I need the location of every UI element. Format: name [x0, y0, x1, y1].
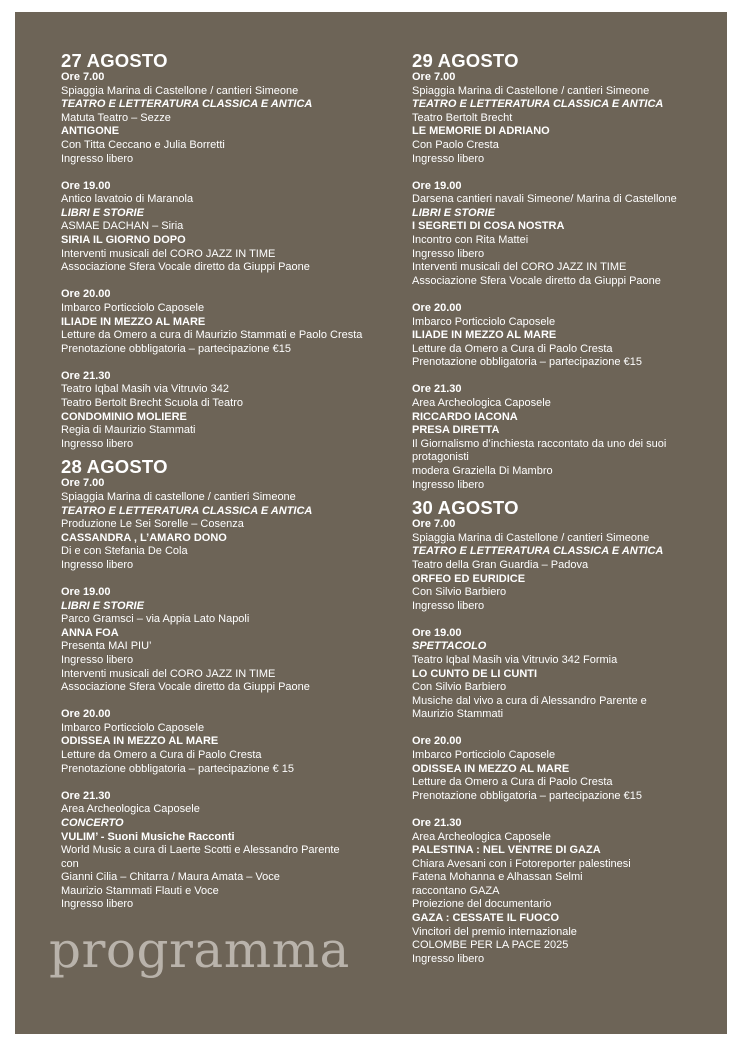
event-line: VULIM’ - Suoni Musiche Racconti [61, 830, 235, 843]
event-line: Presenta MAI PIU’ [61, 640, 152, 653]
event-time: Ore 21.30 [412, 383, 462, 396]
event-line: CASSANDRA , L’AMARO DONO [61, 531, 227, 544]
event-line: Con Silvio Barbiero [412, 586, 507, 599]
event-block [61, 71, 401, 166]
event-line: LIBRI E STORIE [412, 206, 495, 219]
event-line: Associazione Sfera Vocale diretto da Giuppi Paone [412, 274, 661, 287]
event-block [412, 302, 712, 370]
event-line: Prenotazione obbligatoria – partecipazione €15 [412, 789, 642, 802]
event-line: ORFEO ED EURIDICE [412, 572, 526, 585]
event-line: Spiaggia Marina di Castellone / cantieri Simeone [61, 84, 299, 97]
event-line: ANTIGONE [61, 125, 120, 138]
event-time: Ore 21.30 [412, 816, 462, 829]
event-block [61, 180, 401, 275]
event-time: Ore 19.00 [61, 179, 111, 192]
event-time: Ore 7.00 [412, 518, 456, 531]
event-block [61, 477, 401, 572]
event-line: Il Giornalismo d’inchiesta raccontato da uno dei suoi [412, 437, 667, 450]
event-line: Ingresso libero [61, 653, 134, 666]
day-heading: 28 AGOSTO [61, 456, 168, 478]
event-line: TEATRO E LETTERATURA CLASSICA E ANTICA [61, 98, 313, 111]
event-line: Associazione Sfera Vocale diretto da Giuppi Paone [61, 681, 310, 694]
event-line: Ingresso libero [61, 898, 134, 911]
event-line: Con Paolo Cresta [412, 138, 499, 151]
event-line: CONCERTO [61, 816, 124, 829]
poster [15, 12, 727, 1034]
event-line: Area Archeologica Caposele [61, 803, 200, 816]
event-line: Chiara Avesani con i Fotoreporter palestinesi [412, 857, 631, 870]
event-line: SPETTACOLO [412, 640, 487, 653]
event-block [412, 735, 712, 803]
event-line: Teatro Bertolt Brecht [412, 111, 513, 124]
event-time: Ore 7.00 [61, 477, 105, 490]
event-line: Ingresso libero [412, 247, 485, 260]
event-time: Ore 21.30 [61, 369, 111, 382]
event-line: CONDOMINIO MOLIERE [61, 410, 187, 423]
event-time: Ore 20.00 [61, 288, 111, 301]
day-heading: 30 AGOSTO [412, 497, 519, 519]
event-block [61, 708, 401, 776]
event-line: LIBRI E STORIE [61, 599, 144, 612]
event-line: Proiezione del documentario [412, 898, 552, 911]
event-line: Interventi musicali del CORO JAZZ IN TIME [412, 261, 627, 274]
event-block [412, 383, 712, 492]
event-line: Regia di Maurizio Stammati [61, 424, 196, 437]
event-line: Interventi musicali del CORO JAZZ IN TIME [61, 667, 276, 680]
event-line: Associazione Sfera Vocale diretto da Giuppi Paone [61, 261, 310, 274]
event-line: Letture da Omero a Cura di Paolo Cresta [412, 342, 613, 355]
event-line: Letture da Omero a Cura di Paolo Cresta [61, 749, 262, 762]
event-line: Parco Gramsci – via Appia Lato Napoli [61, 613, 250, 626]
event-line: Ingresso libero [412, 152, 485, 165]
event-line: TEATRO E LETTERATURA CLASSICA E ANTICA [412, 98, 664, 111]
event-line: ILIADE IN MEZZO AL MARE [412, 329, 557, 342]
event-line: TEATRO E LETTERATURA CLASSICA E ANTICA [61, 504, 313, 517]
event-line: Produzione Le Sei Sorelle – Cosenza [61, 518, 244, 531]
event-line: COLOMBE PER LA PACE 2025 [412, 939, 569, 952]
event-line: con [61, 857, 79, 870]
event-line: Imbarco Porticciolo Caposele [412, 749, 556, 762]
program-column-left [61, 50, 401, 912]
event-line: Interventi musicali del CORO JAZZ IN TIME [61, 247, 276, 260]
event-line: SIRIA IL GIORNO DOPO [61, 234, 186, 247]
event-line: Prenotazione obbligatoria – partecipazione € 15 [61, 762, 294, 775]
event-line: LIBRI E STORIE [61, 206, 144, 219]
event-block [412, 71, 712, 166]
day-heading: 27 AGOSTO [61, 50, 168, 71]
event-line: Letture da Omero a Cura di Paolo Cresta [412, 776, 613, 789]
event-line: LO CUNTO DE LI CUNTI [412, 667, 538, 680]
event-line: Ingresso libero [412, 952, 485, 965]
event-time: Ore 20.00 [412, 301, 462, 314]
event-line: Imbarco Porticciolo Caposele [61, 721, 205, 734]
event-time: Ore 19.00 [61, 586, 111, 598]
event-line: TEATRO E LETTERATURA CLASSICA E ANTICA [412, 545, 664, 558]
event-line: Teatro della Gran Guardia – Padova [412, 558, 589, 571]
event-block [61, 288, 401, 356]
event-line: Area Archeologica Caposele [412, 830, 551, 843]
event-line: Spiaggia Marina di Castellone / cantieri Simeone [412, 531, 650, 544]
event-line: Vincitori del premio internazionale [412, 925, 577, 938]
event-time: Ore 20.00 [61, 708, 111, 721]
event-line: PRESA DIRETTA [412, 424, 500, 437]
event-line: Ingresso libero [61, 152, 134, 165]
event-line: Maurizio Stammati [412, 708, 504, 721]
event-line: Teatro Bertolt Brecht Scuola di Teatro [61, 396, 244, 409]
event-time: Ore 21.30 [61, 789, 111, 802]
event-block [61, 790, 401, 912]
event-line: modera Graziella Di Mambro [412, 464, 553, 477]
event-line: I SEGRETI DI COSA NOSTRA [412, 220, 565, 233]
event-line: Darsena cantieri navali Simeone/ Marina di Castellone [412, 193, 677, 206]
event-line: protagonisti [412, 451, 469, 464]
event-line: Ingresso libero [412, 599, 485, 612]
event-line: Imbarco Porticciolo Caposele [412, 315, 556, 328]
event-line: Maurizio Stammati Flauti e Voce [61, 884, 219, 897]
event-line: ANNA FOA [61, 626, 119, 639]
event-line: LE MEMORIE DI ADRIANO [412, 125, 550, 138]
event-line: Spiaggia Marina di Castellone / cantieri Simeone [412, 84, 650, 97]
event-line: raccontano GAZA [412, 884, 500, 897]
event-block [412, 627, 712, 722]
event-line: Ingresso libero [61, 558, 134, 571]
event-block [61, 586, 401, 695]
event-line: World Music a cura di Laerte Scotti e Alessandro Parente [61, 844, 340, 857]
event-line: ODISSEA IN MEZZO AL MARE [61, 735, 219, 748]
event-time: Ore 19.00 [412, 179, 462, 192]
event-line: Ingresso libero [61, 437, 134, 450]
event-line: ASMAE DACHAN – Siria [61, 220, 184, 233]
event-time: Ore 20.00 [412, 735, 462, 748]
event-time: Ore 7.00 [61, 71, 105, 83]
event-line: Incontro con Rita Mattei [412, 234, 529, 247]
event-line: RICCARDO IACONA [412, 410, 518, 423]
event-line: Spiaggia Marina di castellone / cantieri Simeone [61, 490, 296, 503]
event-line: PALESTINA : NEL VENTRE DI GAZA [412, 844, 601, 857]
event-line: Teatro Iqbal Masih via Vitruvio 342 [61, 383, 229, 396]
event-line: Antico lavatoio di Maranola [61, 193, 194, 206]
day-heading: 29 AGOSTO [412, 50, 519, 71]
event-line: Fatena Mohanna e Alhassan Selmi [412, 871, 583, 884]
program-column-right [412, 50, 712, 966]
event-line: Con Titta Ceccano e Julia Borretti [61, 138, 225, 151]
event-block [412, 180, 712, 289]
event-line: Di e con Stefania De Cola [61, 545, 188, 558]
event-line: GAZA : CESSATE IL FUOCO [412, 912, 560, 925]
event-time: Ore 19.00 [412, 626, 462, 639]
programma-wordmark: programma [49, 921, 350, 979]
event-line: Con Silvio Barbiero [412, 681, 507, 694]
event-line: Area Archeologica Caposele [412, 396, 551, 409]
event-time: Ore 7.00 [412, 71, 456, 83]
event-line: ODISSEA IN MEZZO AL MARE [412, 762, 570, 775]
event-block [412, 518, 712, 613]
event-line: Musiche dal vivo a cura di Alessandro Parente e [412, 694, 647, 707]
event-block [412, 817, 712, 967]
event-line: ILIADE IN MEZZO AL MARE [61, 315, 206, 328]
event-line: Matuta Teatro – Sezze [61, 111, 171, 124]
event-line: Teatro Iqbal Masih via Vitruvio 342 Formia [412, 653, 618, 666]
event-line: Imbarco Porticciolo Caposele [61, 301, 205, 314]
event-line: Gianni Cilia – Chitarra / Maura Amata – Voce [61, 871, 280, 884]
event-line: Letture da Omero a cura di Maurizio Stammati e Paolo Cresta [61, 329, 363, 342]
event-line: Prenotazione obbligatoria – partecipazione €15 [61, 342, 291, 355]
event-line: Prenotazione obbligatoria – partecipazione €15 [412, 356, 642, 369]
event-block [61, 370, 401, 452]
event-line: Ingresso libero [412, 478, 485, 491]
